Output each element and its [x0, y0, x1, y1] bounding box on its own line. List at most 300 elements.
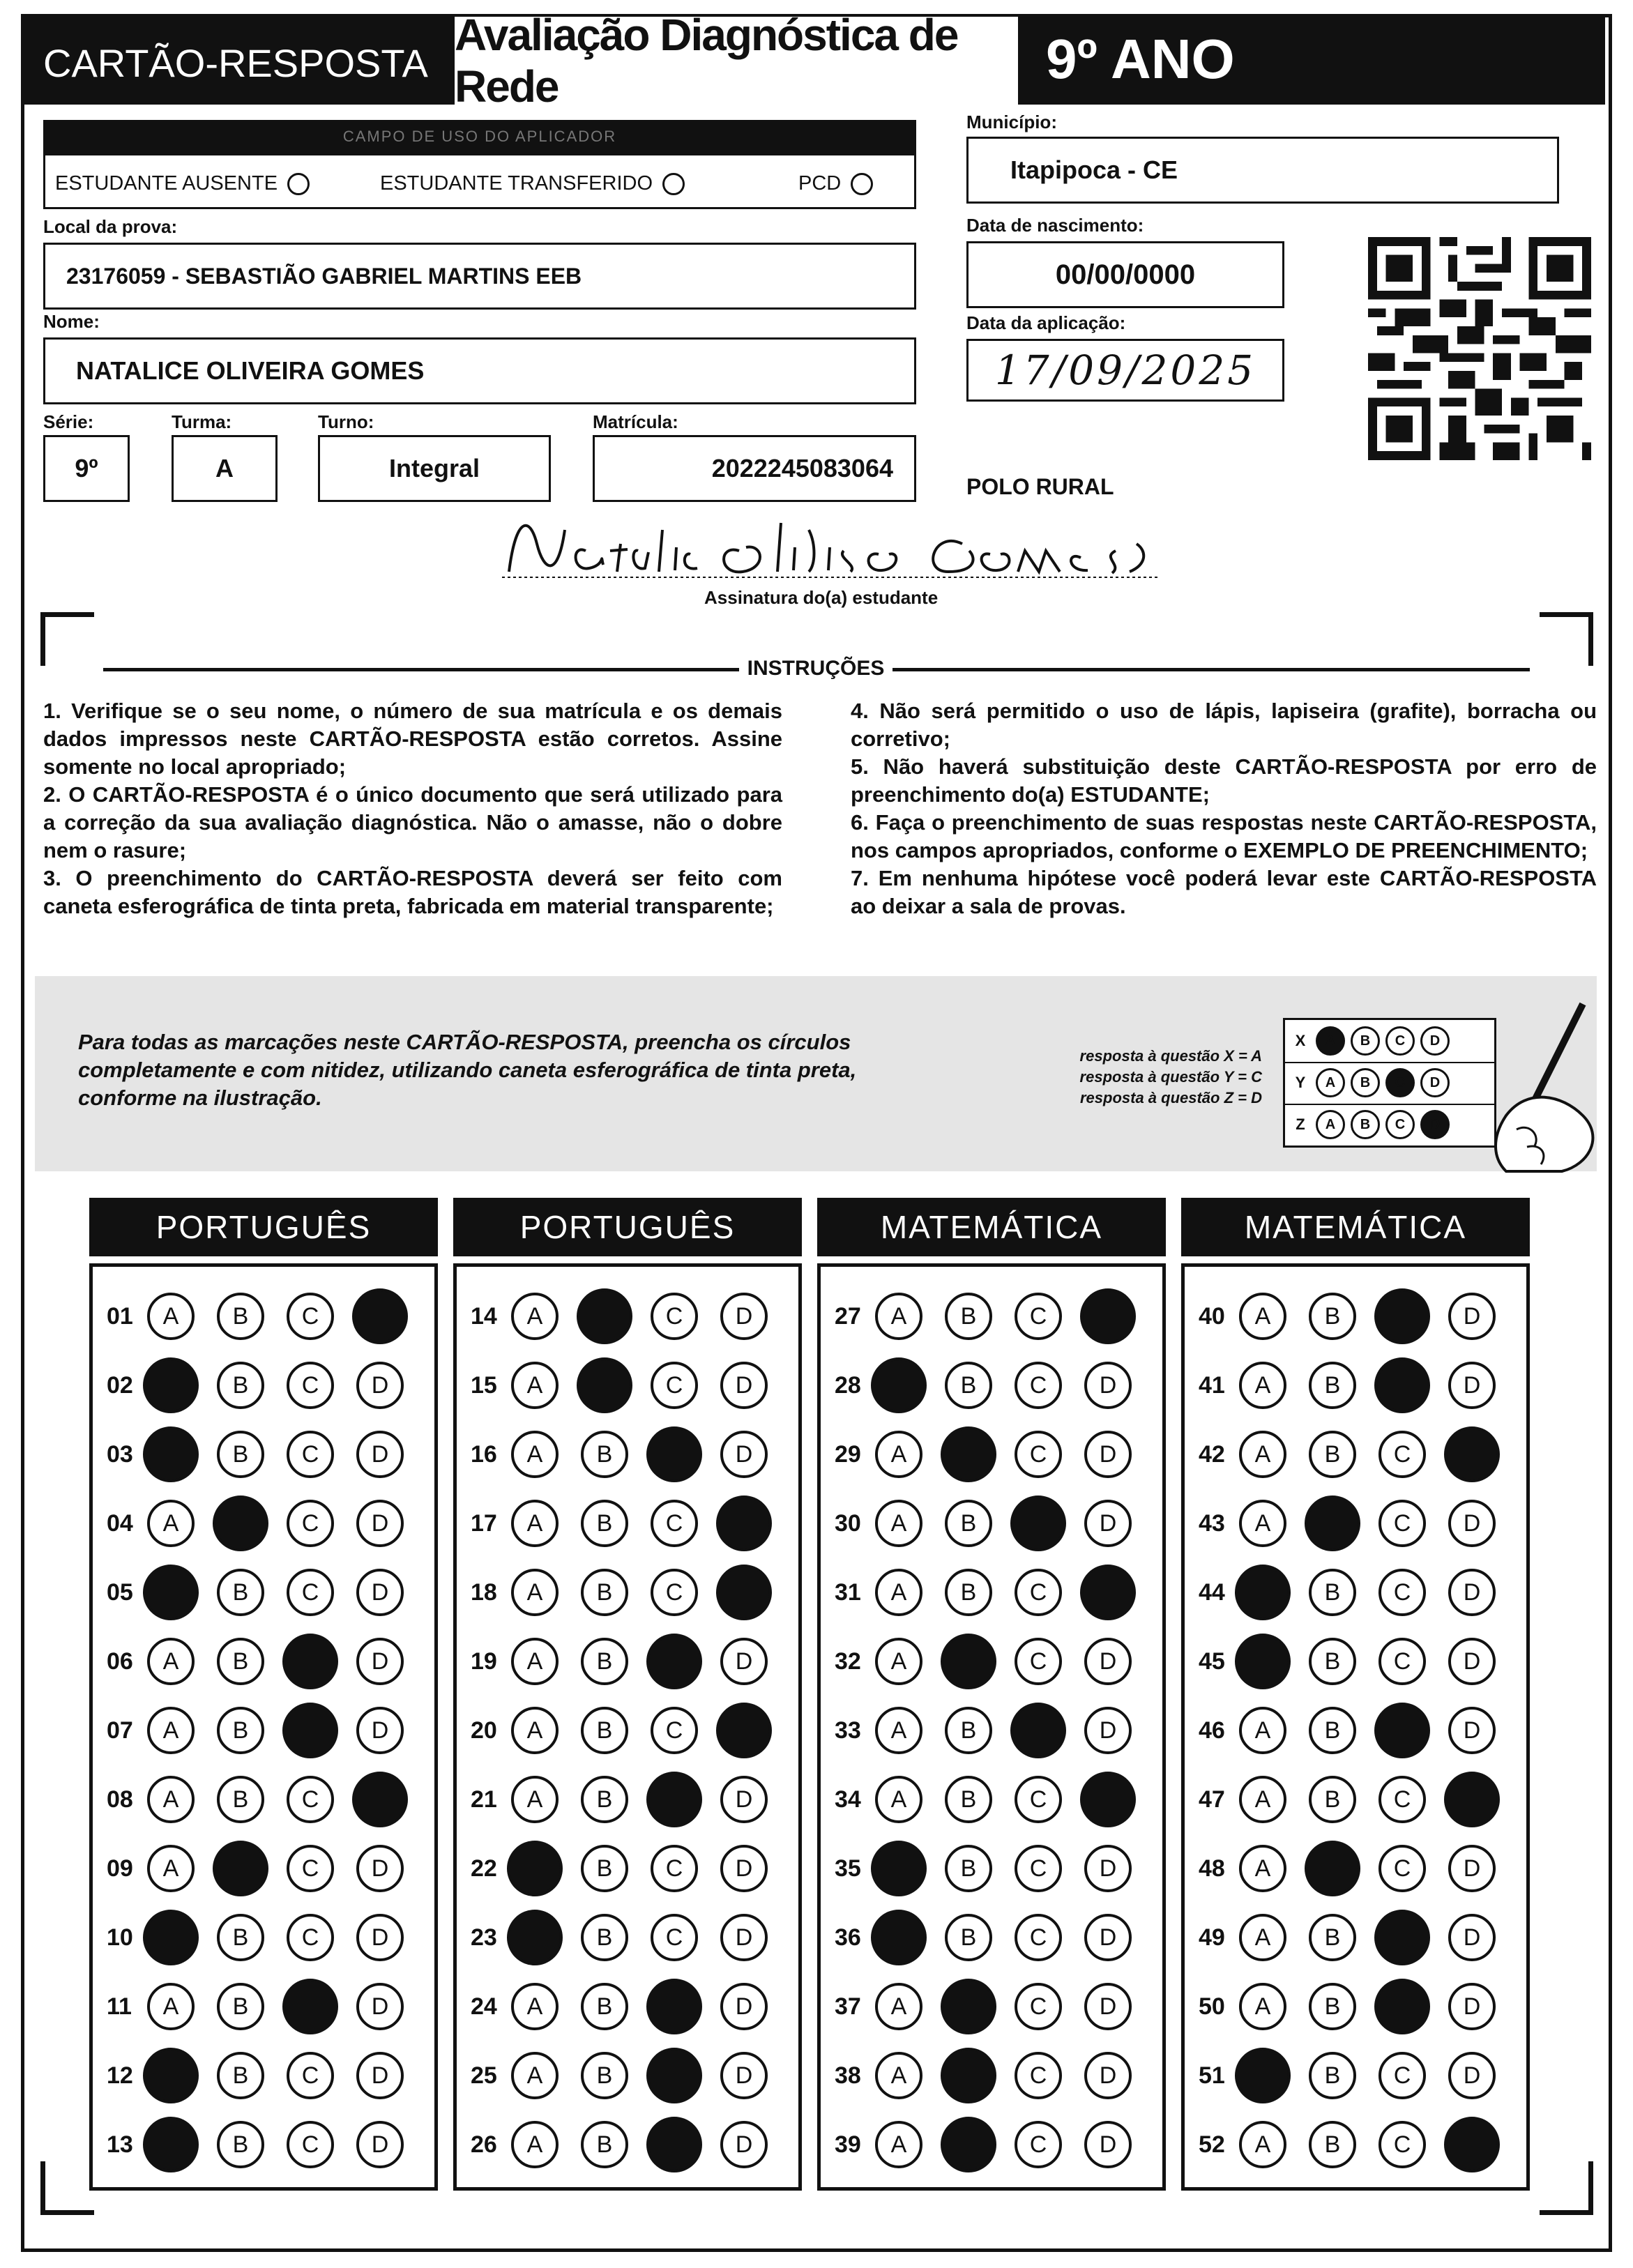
- answer-bubble-c[interactable]: [282, 1703, 338, 1758]
- answer-bubble-c[interactable]: C: [1015, 1845, 1062, 1892]
- answer-bubble-a[interactable]: A: [875, 1638, 922, 1685]
- aplicacao-field[interactable]: 17/09/2025: [966, 339, 1284, 402]
- answer-bubble-c[interactable]: [1374, 1910, 1430, 1965]
- answer-bubble-a[interactable]: [143, 1910, 199, 1965]
- question-number: 25: [471, 2062, 497, 2089]
- answer-bubble-b[interactable]: B: [217, 2121, 264, 2168]
- question-row: [835, 2044, 1154, 2107]
- question-number: 30: [835, 1509, 861, 1537]
- answer-bubble-c[interactable]: C: [1378, 1569, 1426, 1616]
- answer-bubble-a[interactable]: A: [511, 1776, 559, 1823]
- answer-bubble-b[interactable]: B: [945, 1845, 992, 1892]
- absent-circle[interactable]: [287, 173, 310, 195]
- answer-bubble-b[interactable]: [1305, 1841, 1360, 1896]
- question-row: [107, 1975, 426, 2038]
- answer-bubble-c[interactable]: C: [1378, 1500, 1426, 1547]
- answer-bubble-a[interactable]: A: [1239, 1914, 1286, 1961]
- question-number: 17: [471, 1509, 497, 1537]
- question-number: 21: [471, 1786, 497, 1813]
- answer-bubble-d[interactable]: D: [1084, 1362, 1132, 1409]
- question-number: 13: [107, 2131, 133, 2158]
- question-row: [107, 2044, 426, 2107]
- question-row: [835, 2113, 1154, 2176]
- answer-bubble-d[interactable]: D: [1084, 1431, 1132, 1478]
- answer-bubble-d[interactable]: D: [720, 1638, 768, 1685]
- answer-bubble-b[interactable]: B: [945, 1707, 992, 1754]
- answer-bubble-d[interactable]: D: [1448, 1638, 1496, 1685]
- answer-bubble-c[interactable]: C: [1015, 1914, 1062, 1961]
- answer-bubble-a[interactable]: A: [875, 1983, 922, 2030]
- answer-bubble-b[interactable]: [941, 2117, 996, 2172]
- answer-bubble-d[interactable]: D: [356, 1638, 404, 1685]
- answer-bubble-a[interactable]: [143, 2117, 199, 2172]
- answer-bubble-a[interactable]: A: [875, 1500, 922, 1547]
- answer-bubble-d[interactable]: D: [356, 1914, 404, 1961]
- turma-field: A: [172, 435, 278, 502]
- example-row: [1285, 1104, 1494, 1147]
- question-row: [1199, 1354, 1518, 1417]
- question-row: [835, 1423, 1154, 1486]
- corner-bottom-right: [1540, 2161, 1593, 2215]
- answer-bubble-c[interactable]: C: [1378, 1845, 1426, 1892]
- answer-bubble-c[interactable]: C: [287, 2052, 334, 2099]
- answer-bubble-d[interactable]: D: [356, 2121, 404, 2168]
- answer-bubble-a[interactable]: A: [1239, 1431, 1286, 1478]
- answer-bubble-a[interactable]: A: [875, 1707, 922, 1754]
- answer-bubble-a[interactable]: A: [511, 1569, 559, 1616]
- answer-bubble-d[interactable]: D: [1448, 1983, 1496, 2030]
- answer-bubble-a[interactable]: [871, 1357, 927, 1413]
- answer-bubble-c[interactable]: C: [1015, 2121, 1062, 2168]
- answer-bubble-a[interactable]: A: [511, 1707, 559, 1754]
- question-number: 09: [107, 1855, 133, 1882]
- answer-bubble-b[interactable]: B: [217, 2052, 264, 2099]
- answer-bubble-b[interactable]: B: [217, 1914, 264, 1961]
- answer-bubble-b[interactable]: B: [217, 1431, 264, 1478]
- answer-bubble-a[interactable]: [1235, 1565, 1291, 1620]
- example-bubble: D: [1420, 1068, 1450, 1097]
- answer-bubble-c[interactable]: C: [287, 1500, 334, 1547]
- question-number: 40: [1199, 1302, 1225, 1330]
- answer-bubble-a[interactable]: [1235, 1634, 1291, 1689]
- question-row: [107, 1906, 426, 1969]
- answer-bubble-b[interactable]: [1305, 1495, 1360, 1551]
- answer-bubble-d[interactable]: [1080, 1565, 1136, 1620]
- answer-bubble-a[interactable]: A: [511, 2121, 559, 2168]
- answer-bubble-b[interactable]: [941, 1979, 996, 2034]
- question-row: [835, 1561, 1154, 1624]
- section-title: PORTUGUÊS: [453, 1198, 802, 1256]
- answer-bubble-b[interactable]: [941, 1634, 996, 1689]
- answer-bubble-d[interactable]: D: [356, 2052, 404, 2099]
- grade-title: 9º ANO: [1046, 28, 1235, 90]
- answer-bubble-a[interactable]: A: [1239, 1776, 1286, 1823]
- answer-bubble-c[interactable]: [1374, 1288, 1430, 1344]
- answer-bubble-d[interactable]: D: [720, 1776, 768, 1823]
- answer-bubble-b[interactable]: [941, 1426, 996, 1482]
- answer-bubble-d[interactable]: D: [720, 1983, 768, 2030]
- question-number: 12: [107, 2062, 133, 2089]
- question-number: 29: [835, 1440, 861, 1468]
- example-bubble: C: [1385, 1068, 1415, 1097]
- answer-bubble-b[interactable]: B: [217, 1776, 264, 1823]
- answer-bubble-d[interactable]: [1444, 1772, 1500, 1827]
- answer-bubble-a[interactable]: A: [147, 1845, 195, 1892]
- answer-bubble-b[interactable]: B: [1309, 1362, 1356, 1409]
- answer-bubble-d[interactable]: D: [720, 2052, 768, 2099]
- answer-bubble-d[interactable]: D: [720, 2121, 768, 2168]
- assessment-title: Avaliação Diagnóstica de Rede: [455, 17, 1018, 105]
- absent-option[interactable]: [55, 172, 310, 195]
- answer-bubble-c[interactable]: C: [287, 1569, 334, 1616]
- answer-bubble-a[interactable]: A: [147, 1776, 195, 1823]
- answer-bubble-c[interactable]: C: [287, 1914, 334, 1961]
- answer-bubble-c[interactable]: C: [1015, 1362, 1062, 1409]
- answer-bubble-a[interactable]: A: [1239, 1500, 1286, 1547]
- question-row: [1199, 1561, 1518, 1624]
- question-row: [107, 1492, 426, 1555]
- answer-bubble-d[interactable]: D: [1084, 1983, 1132, 2030]
- turno-label: Turno:: [318, 411, 374, 432]
- answer-bubble-a[interactable]: [143, 1426, 199, 1482]
- name-label: Nome:: [43, 311, 100, 332]
- question-row: [835, 1285, 1154, 1348]
- question-number: 06: [107, 1647, 133, 1675]
- answer-bubble-b[interactable]: B: [581, 2121, 628, 2168]
- answer-bubble-a[interactable]: A: [511, 1431, 559, 1478]
- answer-bubble-d[interactable]: D: [1084, 1707, 1132, 1754]
- answer-bubble-b[interactable]: B: [217, 1707, 264, 1754]
- answer-bubble-d[interactable]: D: [1448, 1293, 1496, 1340]
- answer-bubble-a[interactable]: A: [511, 1983, 559, 2030]
- answer-bubble-b[interactable]: B: [581, 1638, 628, 1685]
- answer-bubble-c[interactable]: [282, 1979, 338, 2034]
- question-row: [1199, 1699, 1518, 1762]
- answer-bubble-c[interactable]: C: [651, 1500, 698, 1547]
- location-label: Local da prova:: [43, 216, 178, 237]
- question-row: [471, 1630, 790, 1693]
- question-number: 23: [471, 1924, 497, 1951]
- answer-bubble-b[interactable]: B: [1309, 1638, 1356, 1685]
- answer-bubble-c[interactable]: C: [1378, 2052, 1426, 2099]
- section-title: MATEMÁTICA: [1181, 1198, 1530, 1256]
- answer-bubble-b[interactable]: B: [1309, 1983, 1356, 2030]
- answer-bubble-d[interactable]: D: [1448, 1914, 1496, 1961]
- question-number: 01: [107, 1302, 133, 1330]
- answer-bubble-d[interactable]: [1444, 1426, 1500, 1482]
- transferred-option[interactable]: [380, 172, 685, 195]
- answer-bubble-d[interactable]: D: [1448, 1845, 1496, 1892]
- example-row-key: Y: [1295, 1074, 1306, 1091]
- answer-bubble-d[interactable]: D: [1448, 1569, 1496, 1616]
- answer-bubble-c[interactable]: [646, 1634, 702, 1689]
- answer-bubble-d[interactable]: [352, 1288, 408, 1344]
- answer-bubble-a[interactable]: A: [1239, 1707, 1286, 1754]
- answer-bubble-b[interactable]: B: [945, 1914, 992, 1961]
- answer-bubble-a[interactable]: A: [875, 1776, 922, 1823]
- answer-bubble-a[interactable]: A: [511, 1293, 559, 1340]
- answer-bubble-b[interactable]: B: [1309, 1776, 1356, 1823]
- answer-bubble-d[interactable]: D: [1448, 2052, 1496, 2099]
- serie-label: Série:: [43, 411, 94, 432]
- question-number: 07: [107, 1717, 133, 1744]
- answer-bubble-d[interactable]: [716, 1703, 772, 1758]
- answer-bubble-b[interactable]: B: [581, 1707, 628, 1754]
- answer-bubble-d[interactable]: D: [356, 1707, 404, 1754]
- answer-bubble-d[interactable]: D: [720, 1431, 768, 1478]
- transferred-circle[interactable]: [662, 173, 685, 195]
- answer-bubble-d[interactable]: D: [1084, 1914, 1132, 1961]
- answer-bubble-a[interactable]: A: [1239, 1362, 1286, 1409]
- answer-bubble-a[interactable]: A: [147, 1500, 195, 1547]
- question-number: 26: [471, 2131, 497, 2158]
- answer-bubble-d[interactable]: D: [1084, 1845, 1132, 1892]
- answer-bubble-c[interactable]: [646, 1979, 702, 2034]
- answer-bubble-b[interactable]: B: [581, 1914, 628, 1961]
- answer-bubble-d[interactable]: [716, 1495, 772, 1551]
- answer-bubble-c[interactable]: C: [651, 1707, 698, 1754]
- answer-bubble-b[interactable]: B: [945, 1362, 992, 1409]
- question-number: 22: [471, 1855, 497, 1882]
- answer-bubble-a[interactable]: A: [147, 1983, 195, 2030]
- answer-bubble-c[interactable]: C: [651, 1914, 698, 1961]
- answer-bubble-a[interactable]: [871, 1910, 927, 1965]
- answer-bubble-c[interactable]: C: [287, 1776, 334, 1823]
- answer-bubble-c[interactable]: C: [651, 1362, 698, 1409]
- answer-bubble-b[interactable]: B: [945, 1293, 992, 1340]
- question-row: [835, 1837, 1154, 1900]
- answer-bubble-c[interactable]: [1010, 1703, 1066, 1758]
- question-row: [1199, 1285, 1518, 1348]
- answer-bubble-a[interactable]: A: [875, 1431, 922, 1478]
- question-number: 52: [1199, 2131, 1225, 2158]
- answer-bubble-c[interactable]: [1374, 1357, 1430, 1413]
- answer-bubble-c[interactable]: C: [1015, 1293, 1062, 1340]
- answer-bubble-d[interactable]: D: [356, 1500, 404, 1547]
- answer-bubble-b[interactable]: B: [581, 1845, 628, 1892]
- answer-bubble-a[interactable]: [507, 1910, 563, 1965]
- instruction-2: 2. O CARTÃO-RESPOSTA é o único documento que será utilizado para a correção da sua avaliação diagnóstica. Não o amasse, não o dobre nem o rasure;: [43, 782, 782, 862]
- answer-bubble-d[interactable]: D: [720, 1845, 768, 1892]
- answer-bubble-c[interactable]: C: [1378, 2121, 1426, 2168]
- answer-bubble-b[interactable]: [577, 1288, 632, 1344]
- question-number: 27: [835, 1302, 861, 1330]
- question-number: 42: [1199, 1440, 1225, 1468]
- answer-bubble-d[interactable]: D: [720, 1362, 768, 1409]
- answer-bubble-d[interactable]: D: [356, 1362, 404, 1409]
- answer-bubble-d[interactable]: D: [356, 1569, 404, 1616]
- answer-bubble-d[interactable]: D: [1448, 1362, 1496, 1409]
- answer-bubble-a[interactable]: [143, 2048, 199, 2103]
- answer-bubble-b[interactable]: B: [1309, 1569, 1356, 1616]
- answer-bubble-c[interactable]: C: [1015, 1983, 1062, 2030]
- answer-bubble-c[interactable]: [282, 1634, 338, 1689]
- question-number: 04: [107, 1509, 133, 1537]
- answer-bubble-b[interactable]: [941, 2048, 996, 2103]
- answer-bubble-b[interactable]: B: [217, 1362, 264, 1409]
- pcd-option[interactable]: [798, 172, 873, 195]
- example-bubble: D: [1420, 1110, 1450, 1139]
- answer-bubble-c[interactable]: C: [287, 2121, 334, 2168]
- example-bubble: A: [1316, 1110, 1345, 1139]
- answer-bubble-b[interactable]: B: [217, 1638, 264, 1685]
- answer-bubble-c[interactable]: C: [287, 1293, 334, 1340]
- answer-bubble-c[interactable]: [646, 1426, 702, 1482]
- question-row: [471, 1492, 790, 1555]
- answer-bubble-a[interactable]: A: [147, 1293, 195, 1340]
- section-answer-box: [453, 1263, 802, 2191]
- answer-bubble-d[interactable]: [1444, 2117, 1500, 2172]
- answer-bubble-c[interactable]: C: [287, 1431, 334, 1478]
- question-row: [471, 1285, 790, 1348]
- answer-bubble-a[interactable]: A: [147, 1638, 195, 1685]
- answer-bubble-a[interactable]: A: [875, 2052, 922, 2099]
- answer-bubble-b[interactable]: B: [581, 1431, 628, 1478]
- answer-bubble-a[interactable]: A: [147, 1707, 195, 1754]
- answer-bubble-d[interactable]: D: [1448, 1707, 1496, 1754]
- answer-bubble-b[interactable]: B: [581, 1776, 628, 1823]
- answer-bubble-a[interactable]: [143, 1565, 199, 1620]
- answer-bubble-b[interactable]: [213, 1495, 268, 1551]
- answer-bubble-d[interactable]: D: [720, 1914, 768, 1961]
- answer-bubble-d[interactable]: D: [356, 1845, 404, 1892]
- answer-bubble-d[interactable]: [352, 1772, 408, 1827]
- answer-bubble-b[interactable]: B: [1309, 1707, 1356, 1754]
- section-title: MATEMÁTICA: [817, 1198, 1166, 1256]
- answer-bubble-b[interactable]: B: [1309, 2121, 1356, 2168]
- matricula-label: Matrícula:: [593, 411, 678, 432]
- answer-bubble-d[interactable]: D: [356, 1983, 404, 2030]
- pcd-circle[interactable]: [851, 173, 873, 195]
- answer-bubble-a[interactable]: A: [1239, 1845, 1286, 1892]
- answer-bubble-d[interactable]: [1080, 1288, 1136, 1344]
- answer-bubble-b[interactable]: B: [945, 1500, 992, 1547]
- answer-bubble-b[interactable]: B: [581, 1569, 628, 1616]
- question-number: 50: [1199, 1993, 1225, 2020]
- question-number: 10: [107, 1924, 133, 1951]
- answer-bubble-a[interactable]: A: [511, 1638, 559, 1685]
- answer-bubble-c[interactable]: [646, 2117, 702, 2172]
- question-row: [107, 1768, 426, 1831]
- answer-bubble-b[interactable]: B: [581, 1983, 628, 2030]
- answer-bubble-a[interactable]: [871, 1841, 927, 1896]
- answer-bubble-b[interactable]: B: [1309, 2052, 1356, 2099]
- answer-bubble-d[interactable]: D: [1084, 1638, 1132, 1685]
- section-answer-box: [1181, 1263, 1530, 2191]
- answer-bubble-a[interactable]: A: [511, 2052, 559, 2099]
- answer-bubble-a[interactable]: A: [1239, 1983, 1286, 2030]
- answer-bubble-c[interactable]: C: [1015, 1638, 1062, 1685]
- answer-bubble-a[interactable]: A: [1239, 1293, 1286, 1340]
- answer-bubble-a[interactable]: A: [1239, 2121, 1286, 2168]
- answer-bubble-b[interactable]: B: [581, 1500, 628, 1547]
- answer-bubble-c[interactable]: C: [1015, 1431, 1062, 1478]
- answer-bubble-b[interactable]: B: [945, 1569, 992, 1616]
- question-row: [471, 1906, 790, 1969]
- answer-bubble-d[interactable]: D: [356, 1431, 404, 1478]
- example-bubble: B: [1351, 1110, 1380, 1139]
- answer-bubble-c[interactable]: C: [1015, 1776, 1062, 1823]
- answer-bubble-d[interactable]: D: [720, 1293, 768, 1340]
- question-row: [1199, 2044, 1518, 2107]
- answer-bubble-a[interactable]: [1235, 2048, 1291, 2103]
- answer-bubble-d[interactable]: D: [1084, 2121, 1132, 2168]
- answer-bubble-c[interactable]: C: [651, 1569, 698, 1616]
- student-signature[interactable]: [488, 502, 1171, 593]
- answer-bubble-b[interactable]: B: [217, 1293, 264, 1340]
- corner-top-left: [40, 612, 94, 666]
- answer-bubble-b[interactable]: B: [1309, 1293, 1356, 1340]
- instruction-6: 6. Faça o preenchimento de suas respostas neste CARTÃO-RESPOSTA, nos campos apropriados, conforme o EXEMPLO DE PREENCHIMENTO;: [851, 810, 1597, 862]
- answer-bubble-c[interactable]: C: [1015, 2052, 1062, 2099]
- question-number: 45: [1199, 1647, 1225, 1675]
- answer-bubble-b[interactable]: [577, 1357, 632, 1413]
- question-number: 36: [835, 1924, 861, 1951]
- answer-bubble-b[interactable]: B: [581, 2052, 628, 2099]
- answer-bubble-d[interactable]: D: [1084, 1500, 1132, 1547]
- question-row: [471, 1561, 790, 1624]
- answer-bubble-b[interactable]: B: [945, 1776, 992, 1823]
- applicator-title: CAMPO DE USO DO APLICADOR: [43, 120, 916, 153]
- question-number: 46: [1199, 1717, 1225, 1744]
- answer-bubble-c[interactable]: [1010, 1495, 1066, 1551]
- question-number: 05: [107, 1578, 133, 1606]
- answer-bubble-c[interactable]: [1374, 1979, 1430, 2034]
- answer-bubble-c[interactable]: [1374, 1703, 1430, 1758]
- question-number: 15: [471, 1371, 497, 1399]
- answer-bubble-c[interactable]: C: [287, 1362, 334, 1409]
- answer-bubble-c[interactable]: [646, 1772, 702, 1827]
- question-row: [1199, 1630, 1518, 1693]
- answer-bubble-a[interactable]: [507, 1841, 563, 1896]
- answer-bubble-c[interactable]: C: [1015, 1569, 1062, 1616]
- answer-bubble-d[interactable]: [716, 1565, 772, 1620]
- answer-bubble-a[interactable]: A: [875, 1569, 922, 1616]
- answer-bubble-b[interactable]: B: [217, 1569, 264, 1616]
- pcd-label: PCD: [798, 172, 842, 195]
- answer-bubble-b[interactable]: [213, 1841, 268, 1896]
- hand-pen-icon: [1478, 997, 1597, 1178]
- answer-bubble-a[interactable]: A: [511, 1362, 559, 1409]
- answer-bubble-c[interactable]: C: [1378, 1431, 1426, 1478]
- answer-bubble-d[interactable]: D: [1084, 2052, 1132, 2099]
- answer-bubble-d[interactable]: D: [1448, 1500, 1496, 1547]
- answer-bubble-b[interactable]: B: [1309, 1431, 1356, 1478]
- answer-bubble-c[interactable]: C: [651, 1845, 698, 1892]
- name-field: NATALICE OLIVEIRA GOMES: [43, 337, 916, 404]
- question-row: [835, 1975, 1154, 2038]
- answer-bubble-a[interactable]: A: [511, 1500, 559, 1547]
- answer-bubble-c[interactable]: C: [1378, 1776, 1426, 1823]
- answer-bubble-c[interactable]: C: [1378, 1638, 1426, 1685]
- answer-bubble-a[interactable]: [143, 1357, 199, 1413]
- answer-bubble-a[interactable]: A: [875, 2121, 922, 2168]
- example-row-key: X: [1295, 1032, 1306, 1049]
- answer-bubble-b[interactable]: B: [1309, 1914, 1356, 1961]
- question-row: [835, 1492, 1154, 1555]
- answer-bubble-a[interactable]: A: [875, 1293, 922, 1340]
- example-bubble: A: [1316, 1026, 1345, 1056]
- answer-bubble-c[interactable]: C: [287, 1845, 334, 1892]
- question-row: [107, 1354, 426, 1417]
- answer-bubble-c[interactable]: C: [651, 1293, 698, 1340]
- question-row: [471, 2113, 790, 2176]
- answer-bubble-d[interactable]: [1080, 1772, 1136, 1827]
- answer-bubble-b[interactable]: B: [217, 1983, 264, 2030]
- instructions-title: INSTRUÇÕES: [739, 657, 893, 680]
- answer-bubble-c[interactable]: [646, 2048, 702, 2103]
- question-number: 35: [835, 1855, 861, 1882]
